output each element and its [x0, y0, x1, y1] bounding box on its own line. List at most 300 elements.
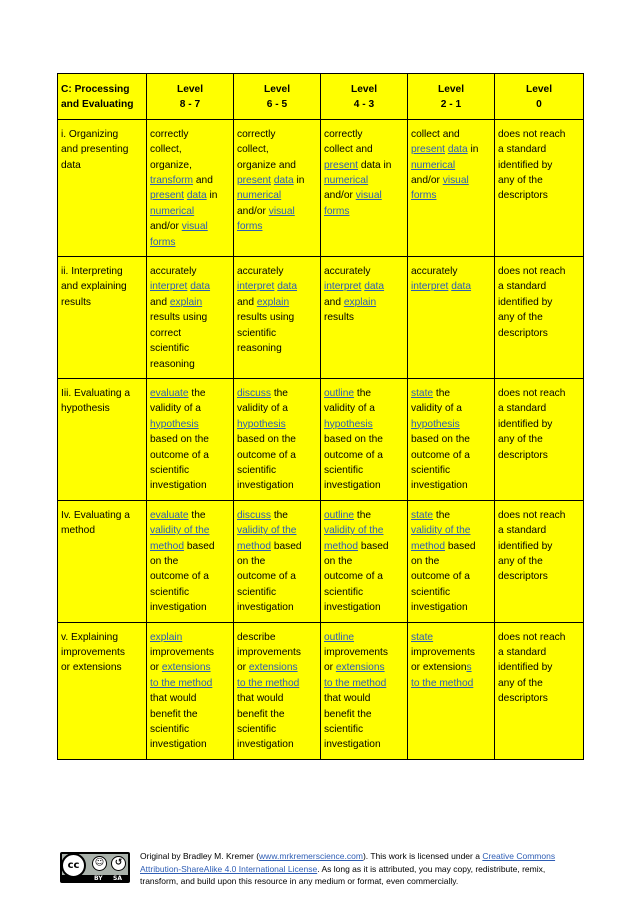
descriptor-line	[150, 448, 230, 463]
glossary-link[interactable]: validity of the	[150, 525, 210, 537]
descriptor-cell	[321, 500, 408, 622]
criterion-line: and presenting	[61, 144, 129, 156]
descriptor-line	[237, 173, 317, 188]
descriptor-line	[150, 295, 230, 310]
glossary-link[interactable]: forms	[237, 221, 263, 233]
level-header-4-3	[321, 74, 408, 120]
descriptor-line	[498, 645, 580, 660]
descriptor-line	[150, 386, 230, 401]
descriptor-line	[411, 417, 491, 432]
descriptor-cell	[321, 378, 408, 500]
descriptor-line	[411, 158, 491, 173]
text-segment: organize,	[150, 159, 192, 171]
text-segment: scientific	[237, 724, 277, 736]
glossary-link[interactable]: transform	[150, 175, 194, 187]
text-segment: investigation	[324, 480, 381, 492]
descriptor-line	[237, 142, 317, 157]
text-segment: validity of a	[411, 403, 462, 415]
descriptor-cell	[495, 119, 584, 256]
level-header-line: 8 - 7	[179, 99, 201, 111]
descriptor-line	[237, 660, 317, 675]
descriptor-line	[324, 676, 404, 691]
glossary-link[interactable]: to the method	[324, 677, 387, 689]
descriptor-line	[411, 386, 491, 401]
text-segment: does not reach	[498, 509, 566, 521]
glossary-link[interactable]: data	[364, 281, 385, 293]
descriptor-line	[150, 401, 230, 416]
text-segment: that would	[237, 693, 284, 705]
glossary-link[interactable]: outline	[324, 631, 355, 643]
descriptor-line	[237, 204, 317, 219]
criterion-line: data	[61, 159, 81, 171]
glossary-link[interactable]: data	[277, 281, 298, 293]
text-segment: descriptors	[498, 190, 548, 202]
glossary-link[interactable]: state	[411, 387, 434, 399]
text-segment: and/or	[411, 175, 443, 187]
text-segment: accurately	[150, 266, 197, 278]
criterion-row	[58, 378, 584, 500]
text-segment: accurately	[324, 266, 371, 278]
glossary-link[interactable]: state	[411, 509, 434, 521]
descriptor-line	[324, 737, 404, 752]
descriptor-line	[498, 448, 580, 463]
text-segment: results using	[237, 312, 295, 324]
descriptor-line	[498, 264, 580, 279]
text-segment: validity of a	[150, 403, 201, 415]
text-segment: based	[270, 540, 302, 552]
criterion-line: i. Organizing	[61, 128, 119, 140]
text-segment: descriptors	[498, 327, 548, 339]
level-header-line: Level	[525, 84, 553, 95]
level-header-8-7	[147, 74, 234, 120]
level-header-line: 6 - 5	[266, 99, 288, 111]
descriptor-cell	[495, 622, 584, 759]
descriptor-line	[237, 448, 317, 463]
glossary-link[interactable]: to the method	[237, 677, 300, 689]
text-segment: accurately	[237, 266, 284, 278]
text-segment: collect,	[150, 144, 182, 156]
level-header-2-1	[408, 74, 495, 120]
descriptor-line	[150, 264, 230, 279]
criterion-line: v. Explaining	[61, 631, 119, 643]
criterion-line: Iii. Evaluating a	[61, 387, 131, 399]
glossary-link[interactable]: present	[237, 175, 271, 187]
descriptor-line	[411, 432, 491, 447]
glossary-link[interactable]: discuss	[237, 509, 271, 521]
descriptor-line	[150, 173, 230, 188]
text-segment: based	[357, 540, 389, 552]
rubric-header	[58, 74, 584, 120]
descriptor-line	[237, 279, 317, 294]
criterion-cell	[58, 257, 147, 379]
criterion-row	[58, 257, 584, 379]
text-segment: results using	[150, 312, 208, 324]
glossary-link[interactable]: validity of the	[411, 525, 471, 537]
descriptor-line	[150, 310, 230, 325]
glossary-link[interactable]: visual	[268, 205, 295, 217]
descriptor-line	[411, 279, 491, 294]
text-segment: and	[150, 296, 170, 308]
text-segment: scientific	[411, 464, 451, 476]
level-header-0	[495, 74, 584, 120]
text-segment: any of the	[498, 677, 543, 689]
glossary-link[interactable]: hypothesis	[237, 418, 286, 430]
glossary-link[interactable]: extensions	[161, 662, 211, 674]
descriptor-line	[237, 127, 317, 142]
descriptor-line	[150, 127, 230, 142]
glossary-link[interactable]: data	[190, 281, 211, 293]
level-header-line: Level	[263, 84, 291, 95]
share-alike-icon: ↺	[111, 856, 126, 871]
text-segment: validity of a	[237, 403, 288, 415]
text-segment: improvements	[237, 647, 301, 658]
glossary-link[interactable]: evaluate	[150, 387, 189, 399]
text-segment: benefit the	[324, 708, 372, 720]
glossary-link[interactable]: numerical	[237, 190, 282, 202]
descriptor-line	[498, 569, 580, 584]
descriptor-line	[150, 569, 230, 584]
descriptor-line	[237, 310, 317, 325]
text-segment: investigation	[150, 602, 207, 614]
descriptor-cell	[495, 378, 584, 500]
text-segment: on the	[150, 555, 179, 567]
text-segment: a standard	[498, 647, 547, 658]
text-segment: scientific	[237, 464, 277, 476]
text-segment: the	[354, 387, 372, 399]
text-segment: on the	[237, 555, 266, 567]
level-header-line: Level	[437, 84, 465, 95]
text-segment: ). This work is licensed under a	[362, 851, 483, 861]
descriptor-line	[150, 478, 230, 493]
descriptor-cell	[495, 500, 584, 622]
text-segment: identified by	[498, 418, 553, 430]
text-segment: in	[206, 190, 218, 202]
text-segment: describe	[237, 631, 276, 643]
sa-label: SA	[113, 875, 122, 882]
glossary-link[interactable]: validity of the	[237, 525, 297, 537]
glossary-link[interactable]: present	[150, 190, 184, 202]
text-segment: investigation	[150, 480, 207, 492]
glossary-link[interactable]: explain	[150, 631, 183, 643]
glossary-link[interactable]: data	[451, 281, 472, 293]
descriptor-line	[324, 432, 404, 447]
descriptor-line	[150, 219, 230, 234]
descriptor-line	[237, 691, 317, 706]
descriptor-line	[324, 539, 404, 554]
text-segment: on the	[324, 555, 353, 567]
descriptor-line	[498, 173, 580, 188]
glossary-link[interactable]: visual	[442, 175, 469, 187]
text-segment: investigation	[411, 602, 468, 614]
text-segment: outcome of a	[324, 449, 383, 461]
descriptor-line	[237, 722, 317, 737]
glossary-link[interactable]: numerical	[411, 159, 456, 171]
text-segment: investigation	[237, 739, 294, 751]
glossary-link[interactable]: present	[324, 159, 358, 171]
attribution-icon: ☺	[92, 856, 107, 871]
glossary-link[interactable]: interpret	[411, 281, 449, 293]
text-segment: a standard	[498, 144, 547, 156]
descriptor-line	[150, 645, 230, 660]
text-segment: a standard	[498, 403, 547, 415]
descriptor-line	[237, 432, 317, 447]
descriptor-line	[411, 142, 491, 157]
glossary-link[interactable]: explain	[256, 296, 290, 308]
descriptor-line	[411, 478, 491, 493]
criterion-line: Iv. Evaluating a	[61, 509, 130, 521]
glossary-link[interactable]: www.mrkremerscience.com	[259, 851, 363, 861]
text-segment: descriptors	[498, 571, 548, 583]
criterion-line: ii. Interpreting	[61, 266, 123, 278]
descriptor-cell	[147, 119, 234, 256]
descriptor-line	[324, 417, 404, 432]
descriptor-line	[150, 707, 230, 722]
descriptor-line	[237, 707, 317, 722]
descriptor-line	[150, 341, 230, 356]
descriptor-line	[498, 188, 580, 203]
text-segment: any of the	[498, 555, 543, 567]
glossary-link[interactable]: visual	[181, 221, 208, 233]
criterion-cell	[58, 622, 147, 759]
glossary-link[interactable]: method	[237, 540, 271, 552]
text-segment: based	[444, 540, 476, 552]
glossary-link[interactable]: data	[273, 175, 294, 187]
descriptor-line	[150, 722, 230, 737]
descriptor-cell	[147, 257, 234, 379]
text-segment: scientific	[150, 343, 190, 355]
text-segment: in	[293, 175, 305, 187]
text-segment: based	[183, 540, 215, 552]
glossary-link[interactable]: present	[411, 144, 445, 156]
glossary-link[interactable]: forms	[411, 190, 437, 202]
text-segment: any of the	[498, 175, 543, 187]
glossary-link[interactable]: data	[447, 144, 468, 156]
descriptor-line	[150, 508, 230, 523]
descriptor-line	[324, 448, 404, 463]
glossary-link[interactable]: method	[324, 540, 358, 552]
glossary-link[interactable]: evaluate	[150, 509, 189, 521]
text-segment: collect,	[237, 144, 269, 156]
descriptor-line	[498, 508, 580, 523]
descriptor-cell	[234, 378, 321, 500]
descriptor-line	[411, 401, 491, 416]
glossary-link[interactable]: outline	[324, 509, 355, 521]
descriptor-line	[324, 569, 404, 584]
descriptor-line	[498, 554, 580, 569]
text-segment: identified by	[498, 662, 553, 674]
text-segment: correctly	[150, 128, 189, 140]
glossary-link[interactable]: method	[150, 540, 184, 552]
descriptor-cell	[408, 622, 495, 759]
descriptor-line	[498, 539, 580, 554]
descriptor-line	[237, 600, 317, 615]
text-segment: scientific	[237, 586, 277, 598]
text-segment: scientific	[324, 464, 364, 476]
text-segment: or	[324, 662, 336, 674]
text-segment: correctly	[237, 128, 276, 140]
descriptor-line	[150, 204, 230, 219]
descriptor-line	[150, 660, 230, 675]
text-segment: scientific	[324, 724, 364, 736]
glossary-link[interactable]: validity of the	[324, 525, 384, 537]
glossary-link[interactable]: explain	[169, 296, 203, 308]
descriptor-cell	[147, 622, 234, 759]
criterion-line: method	[61, 525, 95, 537]
descriptor-line	[150, 432, 230, 447]
text-segment: in	[467, 144, 479, 156]
glossary-link[interactable]: forms	[150, 236, 176, 248]
text-segment: collect and	[411, 128, 460, 140]
descriptor-line	[498, 523, 580, 538]
level-header-line: Level	[350, 84, 378, 95]
text-segment: based on the	[150, 434, 209, 446]
license-text	[140, 850, 580, 888]
text-segment: the	[270, 509, 288, 521]
descriptor-line	[237, 645, 317, 660]
text-segment: or extension	[411, 662, 467, 674]
text-segment: the	[188, 509, 206, 521]
glossary-link[interactable]: interpret	[150, 281, 188, 293]
descriptor-line	[411, 127, 491, 142]
descriptor-line	[498, 417, 580, 432]
text-segment: and	[324, 296, 344, 308]
glossary-link[interactable]: forms	[324, 205, 350, 217]
descriptor-line	[237, 326, 317, 341]
glossary-link[interactable]: extensions	[335, 662, 385, 674]
descriptor-line	[150, 630, 230, 645]
text-segment: does not reach	[498, 128, 566, 140]
text-segment: does not reach	[498, 387, 566, 399]
descriptor-line	[237, 401, 317, 416]
text-segment: based on the	[324, 434, 383, 446]
text-segment: scientific	[150, 464, 190, 476]
descriptor-line	[324, 707, 404, 722]
descriptor-line	[324, 158, 404, 173]
descriptor-line	[498, 386, 580, 401]
text-segment: reasoning	[150, 358, 195, 370]
descriptor-cell	[147, 378, 234, 500]
descriptor-line	[150, 600, 230, 615]
criterion-line: or extensions	[61, 662, 122, 674]
descriptor-cell	[495, 257, 584, 379]
text-segment: a standard	[498, 281, 547, 293]
glossary-link[interactable]: interpret	[324, 281, 362, 293]
descriptor-cell	[408, 378, 495, 500]
descriptor-line	[324, 386, 404, 401]
glossary-link[interactable]: visual	[355, 190, 382, 202]
descriptor-cell	[321, 622, 408, 759]
glossary-link[interactable]: interpret	[237, 281, 275, 293]
descriptor-line	[411, 645, 491, 660]
text-segment: descriptors	[498, 693, 548, 705]
criterion-header-line: and Evaluating	[61, 99, 134, 111]
descriptor-line	[324, 630, 404, 645]
text-segment: data in	[357, 159, 392, 171]
text-segment: investigation	[150, 739, 207, 751]
glossary-link[interactable]: data	[186, 190, 207, 202]
descriptor-line	[324, 127, 404, 142]
glossary-link[interactable]: outline	[324, 387, 355, 399]
criterion-row	[58, 622, 584, 759]
glossary-link[interactable]: numerical	[150, 205, 195, 217]
text-segment: outcome of a	[324, 571, 383, 583]
text-segment: or	[237, 662, 249, 674]
descriptor-cell	[147, 500, 234, 622]
descriptor-line	[237, 478, 317, 493]
text-segment: reasoning	[237, 343, 282, 355]
descriptor-line	[324, 585, 404, 600]
text-segment: Original by Bradley M. Kremer (	[140, 851, 260, 861]
text-segment: on the	[411, 555, 440, 567]
glossary-link[interactable]: extensions	[248, 662, 298, 674]
descriptor-line	[237, 188, 317, 203]
text-segment: benefit the	[150, 708, 198, 720]
criterion-line: and explaining	[61, 281, 127, 293]
descriptor-line	[150, 188, 230, 203]
descriptor-line	[498, 295, 580, 310]
glossary-link[interactable]: s	[466, 662, 472, 674]
text-segment: outcome of a	[237, 449, 296, 461]
text-segment: the	[270, 387, 288, 399]
text-segment: based on the	[411, 434, 470, 446]
descriptor-line	[324, 722, 404, 737]
text-segment: identified by	[498, 159, 553, 171]
glossary-link[interactable]: explain	[343, 296, 377, 308]
descriptor-line	[150, 417, 230, 432]
descriptor-line	[498, 676, 580, 691]
criterion-line: hypothesis	[61, 403, 110, 415]
level-header-line: 2 - 1	[440, 99, 462, 111]
descriptor-line	[150, 326, 230, 341]
descriptor-line	[324, 264, 404, 279]
glossary-link[interactable]: state	[411, 631, 434, 643]
text-segment: identified by	[498, 540, 553, 552]
glossary-link[interactable]: to the method	[411, 677, 474, 689]
descriptor-line	[498, 432, 580, 447]
text-segment: scientific	[150, 586, 190, 598]
glossary-link[interactable]: to the method	[150, 677, 213, 689]
glossary-link[interactable]: Creative Commons Attribution-ShareAlike 4.0 International License	[140, 851, 556, 874]
glossary-link[interactable]: method	[411, 540, 445, 552]
descriptor-line	[411, 676, 491, 691]
glossary-link[interactable]: numerical	[324, 175, 369, 187]
descriptor-line	[324, 463, 404, 478]
text-segment: outcome of a	[150, 571, 209, 583]
descriptor-line	[324, 310, 404, 325]
glossary-link[interactable]: hypothesis	[411, 418, 460, 430]
descriptor-line	[411, 463, 491, 478]
descriptor-line	[324, 279, 404, 294]
descriptor-cell	[234, 257, 321, 379]
descriptor-line	[324, 554, 404, 569]
descriptor-line	[324, 173, 404, 188]
criterion-cell	[58, 378, 147, 500]
glossary-link[interactable]: hypothesis	[150, 418, 199, 430]
text-segment: correctly	[324, 128, 363, 140]
glossary-link[interactable]: discuss	[237, 387, 271, 399]
text-segment: and	[193, 175, 213, 187]
descriptor-line	[324, 645, 404, 660]
criterion-cell	[58, 500, 147, 622]
descriptor-line	[498, 279, 580, 294]
criterion-line: improvements	[61, 647, 125, 658]
cc-by-sa-badge[interactable]	[60, 852, 130, 883]
descriptor-line	[411, 264, 491, 279]
glossary-link[interactable]: hypothesis	[324, 418, 373, 430]
descriptor-line	[150, 158, 230, 173]
descriptor-line	[237, 341, 317, 356]
text-segment: benefit the	[237, 708, 285, 720]
